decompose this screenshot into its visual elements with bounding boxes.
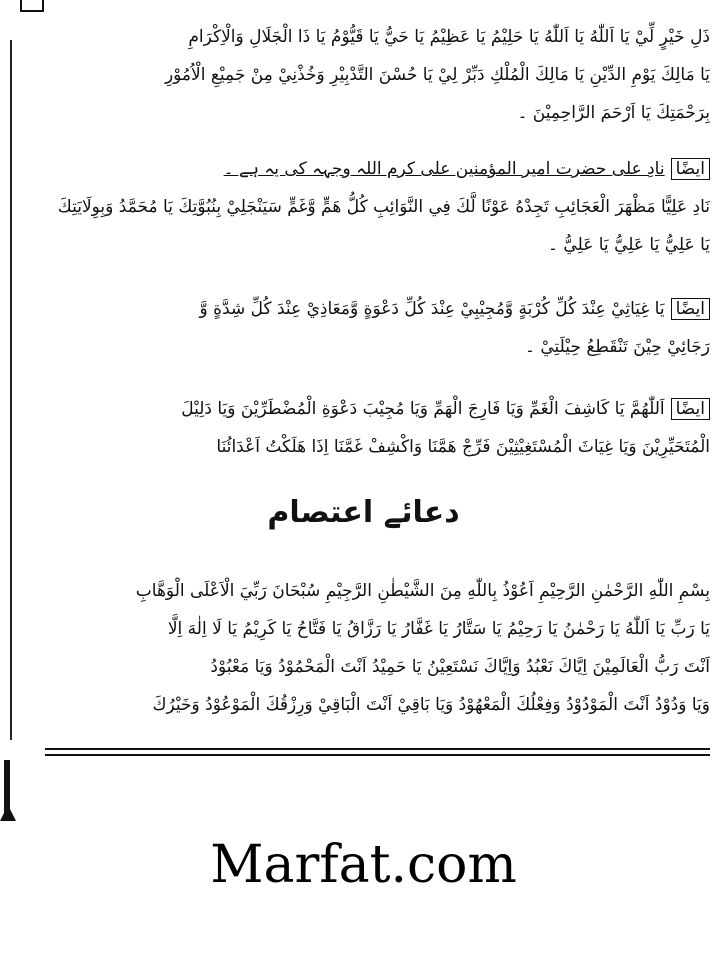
section-label: ایضًا	[671, 398, 710, 420]
text-line	[40, 390, 710, 428]
text-line: نَادِ عَلِيًّا مَظْهَرَ الْعَجَائِبِ تَجِدْهُ عَوْنًا لَّكَ فِي النَّوَائِبِ كُلُّ هَمٍّ وَّغَمٍّ سَيَنْجَلِيْ بِنُبُوَّتِكَ يَا مُحَمَّدُ وَبِوِلَايَتِكَ	[57, 197, 710, 217]
text-line	[40, 150, 710, 188]
previous-dua-continuation	[40, 18, 710, 132]
ya-ghiyathi-section	[40, 290, 710, 366]
text-line: يَا عَلِيُّ يَا عَلِيُّ يَا عَلِيُّ ۔	[548, 235, 710, 255]
text-line: بِسْمِ اللّٰهِ الرَّحْمٰنِ الرَّحِيْمِ اَعُوْذُ بِاللّٰهِ مِنَ الشَّيْطٰنِ الرَّجِيْمِ سُبْحَانَ رَبِّيَ الْاَعْلَى الْوَهَّابِ	[135, 581, 710, 601]
dua-text: اَللّٰهُمَّ يَا كَاشِفَ الْغَمِّ وَيَا فَارِجَ الْهَمِّ وَيَا مُجِيْبَ دَعْوَةِ الْمُضْطَرِّيْنَ وَيَا دَلِيْلَ	[181, 399, 665, 419]
text-line: بِرَحْمَتِكَ يَا اَرْحَمَ الرَّاحِمِيْنَ ۔	[517, 103, 710, 123]
text-line: يَا مَالِكَ يَوْمِ الدِّيْنِ يَا مَالِكَ الْمُلْكِ دَبِّرْ لِيْ يَا حُسْنَ التَّدْبِيْرِ وَخُذْنِيْ مِنْ جَمِيْعِ الْاُمُوْرِ	[164, 65, 710, 85]
left-page-edge	[10, 40, 12, 740]
nad-e-ali-section	[40, 150, 710, 264]
itisam-section	[40, 572, 710, 724]
text-line: وَيَا وَدُوْدُ اَنْتَ الْمَوْدُوْدُ وَفِعْلُكَ الْمَعْهُوْدُ وَيَا بَاقِيْ اَنْتَ الْبَاقِيْ وَرِزْقُكَ الْمَوْعُوْدُ وَخَيْرُكَ	[152, 695, 710, 715]
text-line: ذَلِ خَيْرٍ لِّيْ يَا اَللّٰهُ يَا اَللّٰهُ يَا حَلِيْمُ يَا عَظِيْمُ يَا حَيُّ يَا قَيُّوْمُ يَا ذَا الْجَلَالِ وَالْاِكْرَامِ	[188, 27, 710, 47]
text-line: اَنْتَ رَبُّ الْعَالَمِيْنَ اِيَّاكَ نَعْبُدُ وَاِيَّاكَ نَسْتَعِيْنُ يَا حَمِيْدُ اَنْتَ الْمَحْمُوْدُ وَيَا مَعْبُوْدُ	[210, 657, 710, 677]
section-heading: دعائے اعتصام	[267, 495, 460, 530]
text-line: الْمُتَحَيِّرِيْنَ وَيَا غِيَاثَ الْمُسْتَغِيْثِيْنَ فَرِّجْ هَمَّنَا وَاكْشِفْ غَمَّنَا اِذَا هَلَكْتُ اَعْدَائُنَا	[216, 437, 710, 457]
text-line	[40, 290, 710, 328]
text-line: رَجَائِيْ حِيْنَ تَنْقَطِعُ حِيْلَتِيْ ۔	[525, 337, 710, 357]
divider-rule	[45, 754, 710, 756]
text-line: يَا رَبِّ يَا اَللّٰهُ يَا رَحْمٰنُ يَا رَحِيْمُ يَا سَتَّارُ يَا غَفَّارُ يَا رَزَّاقُ يَا فَتَّاحُ يَا كَرِيْمُ يَا لَا اِلٰهَ اِلَّا	[167, 619, 710, 639]
top-border-fragment	[20, 0, 44, 12]
left-edge-mark-tip	[0, 805, 16, 821]
dua-text: يَا غِيَاثِيْ عِنْدَ كُلِّ كُرْبَةٍ وَّمُجِيْبِيْ عِنْدَ كُلِّ دَعْوَةٍ وَّمَعَاذِيْ عِنْدَ كُلِّ شِدَّةٍ وَّ	[199, 299, 665, 319]
footer-watermark: Marfat.com	[210, 835, 517, 895]
section-label: ایضًا	[671, 298, 710, 320]
allahumma-section	[40, 390, 710, 466]
urdu-intro: نادِ علی حضرت امیر المؤمنین علی کرم اللہ وجہہ کی یہ ہے ۔	[223, 159, 665, 179]
section-label: ایضًا	[671, 158, 710, 180]
divider-rule	[45, 748, 710, 750]
